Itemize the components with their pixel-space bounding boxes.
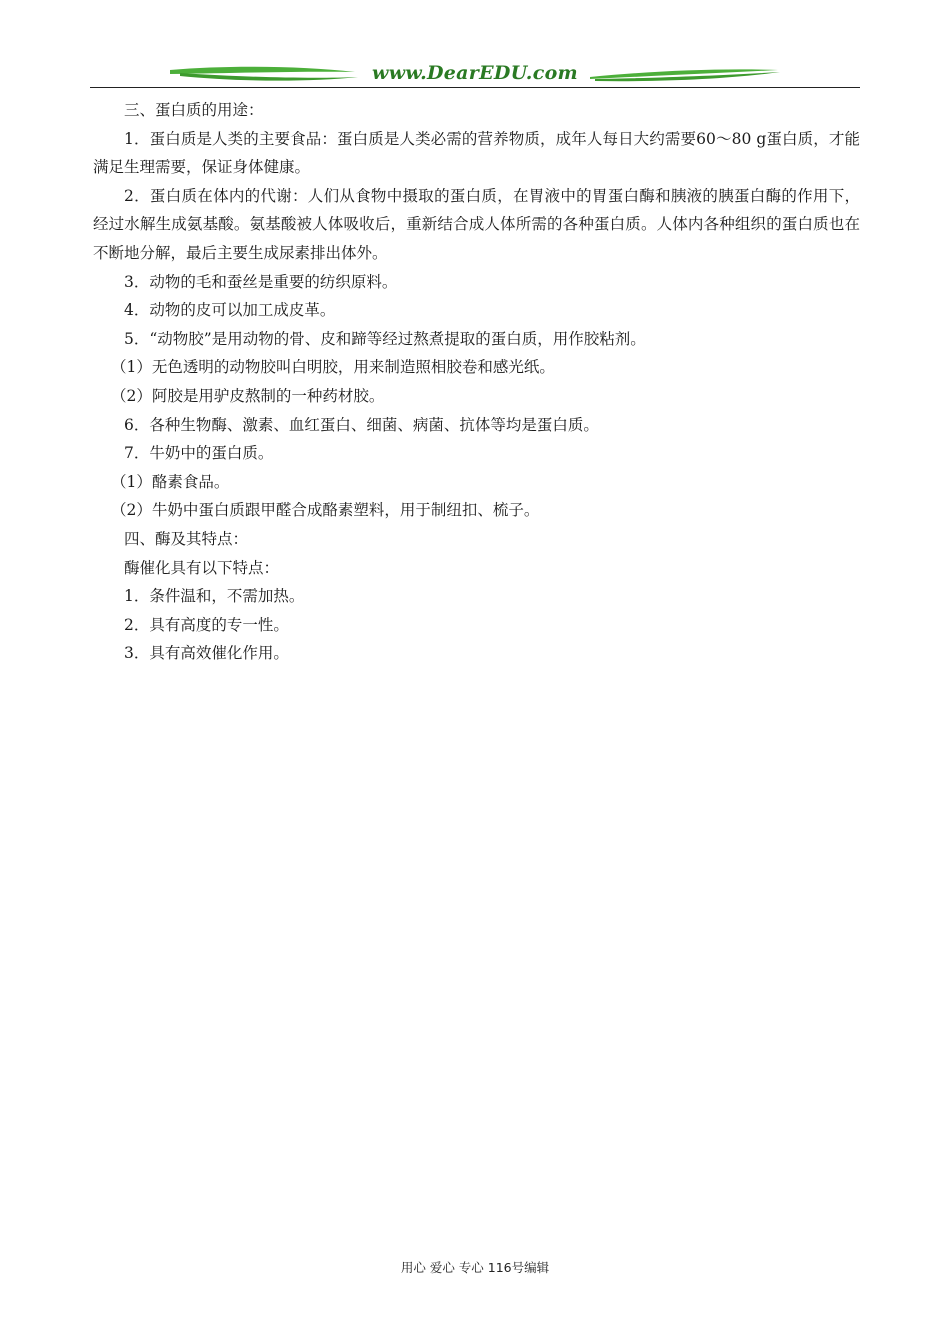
paragraph: （2）阿胶是用驴皮熬制的一种药材胶。 [111,386,385,405]
paragraph: 1．蛋白质是人类的主要食品：蛋白质是人类必需的营养物质，成年人每日大约需要60～80 g蛋白质，才能满足生理需要，保证身体健康。 [93,129,860,177]
paragraph: 2．蛋白质在体内的代谢：人们从食物中摄取的蛋白质，在胃液中的胃蛋白酶和胰液的胰蛋白酶的作用下，经过水解生成氨基酸。氨基酸被人体吸收后，重新结合成人体所需的各种蛋白质。人体内各种组织的蛋白质也在不断地分解，最后主要生成尿素排出体外。 [93,186,860,262]
header-divider [90,87,860,88]
site-logo: www.DearEDU.com [372,62,578,84]
paragraph: （1）无色透明的动物胶叫白明胶，用来制造照相胶卷和感光纸。 [111,358,555,377]
paragraph: 1．条件温和，不需加热。 [124,587,305,606]
paragraph: 5．“动物胶”是用动物的骨、皮和蹄等经过熬煮提取的蛋白质，用作胶粘剂。 [124,329,646,348]
document-body [93,96,860,668]
paragraph: 四、酶及其特点： [124,529,249,548]
paragraph: （1）酪素食品。 [111,472,230,491]
paragraph: 三、蛋白质的用途： [124,101,264,119]
paragraph: 7．牛奶中的蛋白质。 [124,444,274,463]
paragraph: 2．具有高度的专一性。 [124,615,289,634]
page-footer: 用心 爱心 专心 116号编辑 [400,1260,550,1275]
paragraph: 酶催化具有以下特点： [124,558,280,577]
paragraph: 3．动物的毛和蚕丝是重要的纺织原料。 [124,272,398,291]
paragraph: 3．具有高效催化作用。 [124,644,289,663]
paragraph: 6．各种生物酶、激素、血红蛋白、细菌、病菌、抗体等均是蛋白质。 [124,415,599,434]
paragraph: 4．动物的皮可以加工成皮革。 [124,301,336,320]
paragraph: （2）牛奶中蛋白质跟甲醛合成酪素塑料，用于制纽扣、梳子。 [111,501,540,520]
page-header [90,60,860,90]
